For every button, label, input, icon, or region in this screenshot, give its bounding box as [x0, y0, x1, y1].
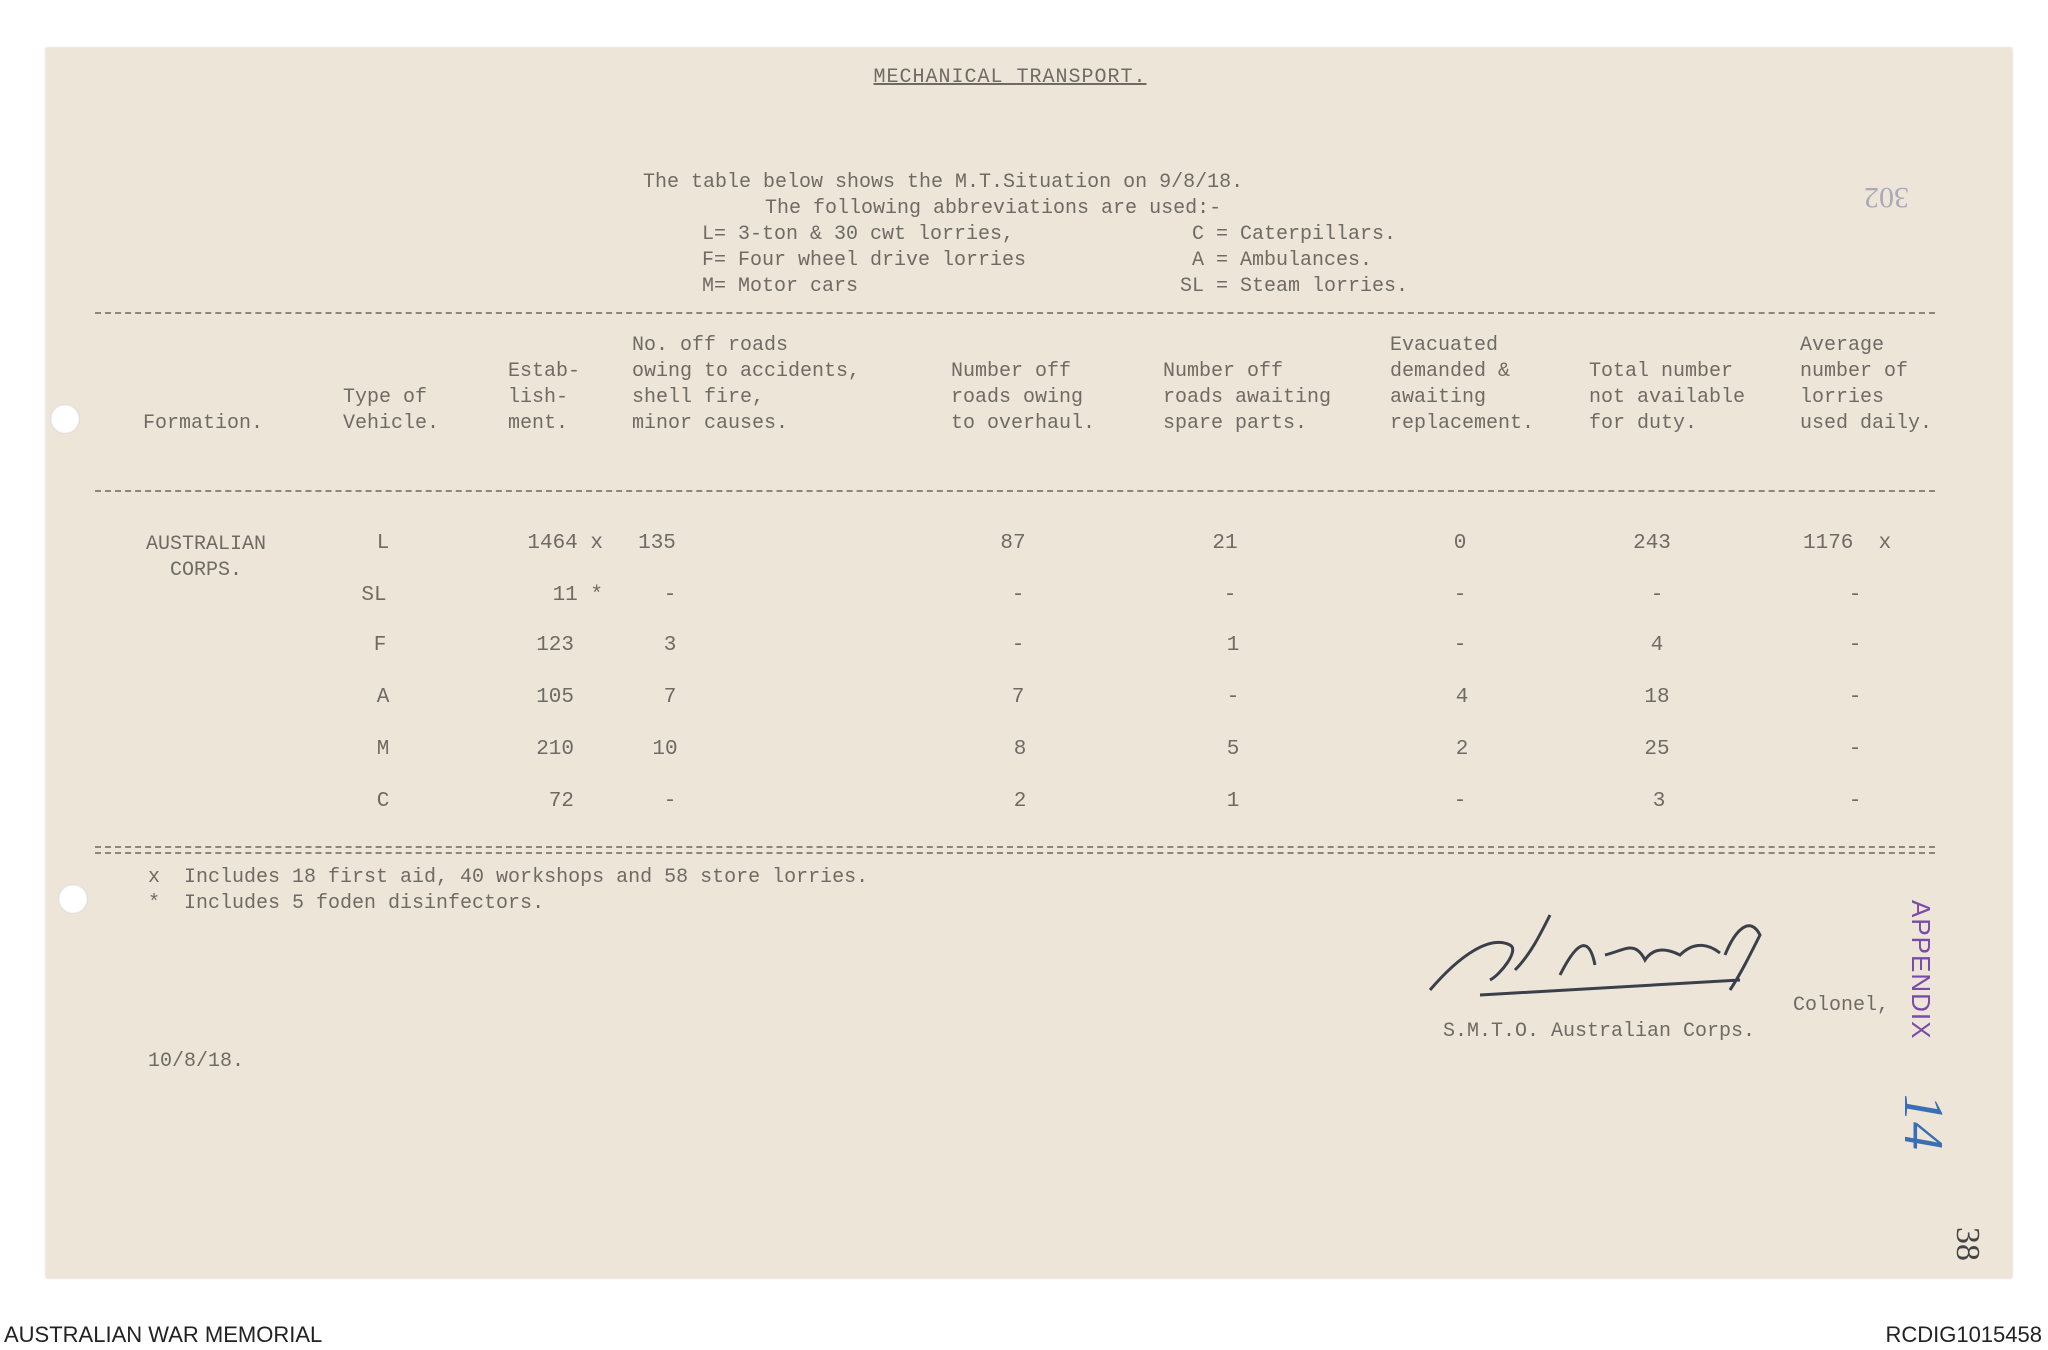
divider-header — [95, 490, 1935, 492]
document-date: 10/8/18. — [148, 1050, 245, 1073]
table-row-avg: - — [1848, 686, 1862, 709]
table-row-evac: 0 — [1453, 532, 1467, 555]
intro-line-1: The table below shows the M.T.Situation on 9/8/18. — [643, 171, 1244, 194]
intro-line-2: The following abbreviations are used:- — [765, 197, 1222, 220]
table-row-spare: - — [1223, 584, 1237, 607]
punch-hole — [50, 404, 80, 434]
table-row-spare: 5 — [1226, 738, 1240, 761]
table-row-type: L — [376, 532, 390, 555]
corner-number: 38 — [1949, 1227, 1986, 1261]
divider-top — [95, 312, 1935, 314]
table-row-overhaul: - — [1011, 634, 1025, 657]
header-average-daily: Average number of lorries used daily. — [1800, 334, 1933, 435]
header-overhaul: Number off roads owing to overhaul. — [951, 360, 1096, 435]
table-row-spare: - — [1226, 686, 1240, 709]
table-row-type: F — [373, 634, 387, 657]
table-row-accidents: 10 — [652, 738, 678, 761]
table-row-accidents: - — [663, 790, 677, 813]
table-row-estab: 72 — [548, 790, 574, 813]
header-evacuated: Evacuated demanded & awaiting replacement. — [1390, 334, 1535, 435]
table-row-estab: 123 — [536, 634, 574, 657]
table-row-accidents: 3 — [663, 634, 677, 657]
table-row-accidents: - — [663, 584, 677, 607]
table-row-estab: 1464 x — [527, 532, 603, 555]
signature-title: S.M.T.O. Australian Corps. — [1443, 1020, 1756, 1043]
table-row-type: A — [376, 686, 390, 709]
divider-bottom — [95, 846, 1935, 854]
table-row-total: 243 — [1633, 532, 1671, 555]
signature — [1420, 895, 1780, 1015]
table-row-avg: - — [1848, 584, 1862, 607]
header-total-not-available: Total number not available for duty. — [1589, 360, 1746, 435]
table-row-evac: 4 — [1455, 686, 1469, 709]
punch-hole — [58, 884, 88, 914]
table-row-type: SL — [361, 584, 387, 607]
abbrev-ambulances: A = Ambulances. — [1192, 249, 1373, 272]
appendix-stamp: APPENDIX — [1906, 900, 1936, 1040]
table-row-evac: 2 — [1455, 738, 1469, 761]
abbrev-four-wheel: F= Four wheel drive lorries — [702, 249, 1027, 272]
table-row-overhaul: 8 — [1013, 738, 1027, 761]
table-row-evac: - — [1453, 790, 1467, 813]
table-row-accidents: 7 — [663, 686, 677, 709]
table-row-avg: - — [1848, 738, 1862, 761]
table-row-spare: 21 — [1212, 532, 1238, 555]
table-row-evac: - — [1453, 634, 1467, 657]
table-row-estab: 105 — [536, 686, 574, 709]
document-title: MECHANICAL TRANSPORT. — [873, 66, 1147, 89]
abbrev-lorries: L= 3-ton & 30 cwt lorries, — [702, 223, 1015, 246]
appendix-number: 14 — [1892, 1094, 1954, 1150]
table-row-overhaul: - — [1011, 584, 1025, 607]
table-row-overhaul: 2 — [1013, 790, 1027, 813]
table-row-total: 18 — [1644, 686, 1670, 709]
document-page — [46, 48, 2012, 1278]
table-row-spare: 1 — [1226, 790, 1240, 813]
table-row-overhaul: 7 — [1011, 686, 1025, 709]
page-stamp-number: 302 — [1864, 181, 1909, 214]
table-row-estab: 210 — [536, 738, 574, 761]
table-row-evac: - — [1453, 584, 1467, 607]
abbrev-caterpillars: C = Caterpillars. — [1192, 223, 1397, 246]
abbrev-motor-cars: M= Motor cars — [702, 275, 859, 298]
table-row-avg: 1176 x — [1803, 532, 1892, 555]
header-vehicle-type: Type of Vehicle. — [343, 386, 440, 435]
header-spare-parts: Number off roads awaiting spare parts. — [1163, 360, 1332, 435]
table-row-spare: 1 — [1226, 634, 1240, 657]
header-establishment: Estab- lish- ment. — [508, 360, 581, 435]
abbrev-steam-lorries: SL = Steam lorries. — [1180, 275, 1409, 298]
footer-record-id: RCDIG1015458 — [1885, 1322, 2042, 1347]
table-row-avg: - — [1848, 790, 1862, 813]
note-lorries: x Includes 18 first aid, 40 workshops and 58 store lorries. — [148, 866, 869, 889]
formation-name: AUSTRALIAN CORPS. — [146, 533, 267, 582]
footer-archive-name: AUSTRALIAN WAR MEMORIAL — [4, 1322, 323, 1347]
table-row-accidents: 135 — [638, 532, 676, 555]
table-row-avg: - — [1848, 634, 1862, 657]
table-row-total: 4 — [1650, 634, 1664, 657]
table-row-type: C — [376, 790, 390, 813]
note-disinfectors: * Includes 5 foden disinfectors. — [148, 892, 545, 915]
table-row-type: M — [376, 738, 390, 761]
table-row-total: 3 — [1652, 790, 1666, 813]
table-row-estab: 11 * — [552, 584, 603, 607]
signature-rank: Colonel, — [1793, 994, 1890, 1017]
table-row-overhaul: 87 — [1000, 532, 1026, 555]
table-row-total: - — [1650, 584, 1664, 607]
header-formation: Formation. — [143, 412, 264, 435]
table-row-total: 25 — [1644, 738, 1670, 761]
header-accidents: No. off roads owing to accidents, shell fire, minor causes. — [632, 334, 861, 435]
